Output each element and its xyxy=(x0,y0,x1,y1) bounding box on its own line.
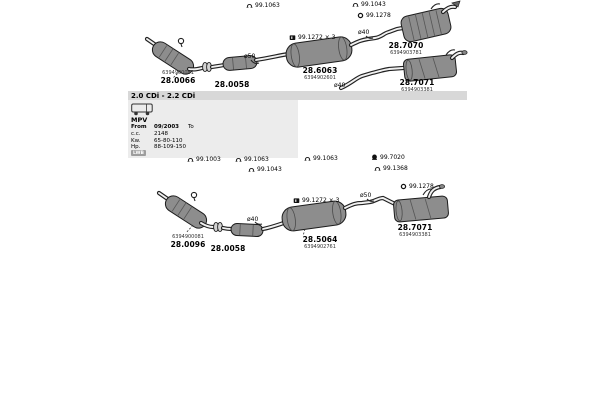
part-oe-number: 6394900081 xyxy=(162,70,194,76)
ring-icon xyxy=(357,12,364,19)
spec-value: 88-109-150 xyxy=(154,144,186,150)
part-label xyxy=(380,41,432,56)
spec-value: 65-80-110 xyxy=(154,137,183,144)
from-label: From xyxy=(131,124,147,130)
spec-label: Kw. xyxy=(131,137,141,144)
part-label xyxy=(210,80,254,89)
fitting-ref-badge[interactable] xyxy=(371,154,405,161)
part-code-link[interactable]: 28.0096 xyxy=(170,240,206,249)
fitting-code: 99.1063 xyxy=(244,156,269,163)
part-label xyxy=(389,223,441,238)
gasket-icon xyxy=(289,34,296,41)
ring-icon xyxy=(400,183,407,190)
pipe-diameter-label: ø50 xyxy=(360,192,372,199)
fitting-ref-badge[interactable] xyxy=(246,2,280,9)
part-oe-number: 6394902761 xyxy=(304,244,336,250)
mount-icon xyxy=(371,154,378,161)
pipe-diameter-label: ø40 xyxy=(358,29,370,36)
pipe-diameter-label: ø50 xyxy=(244,53,256,60)
fitting-ref-badge[interactable] xyxy=(304,155,338,162)
part-label xyxy=(294,235,346,250)
part-oe-number: 6394902601 xyxy=(304,75,336,81)
fitting-ref-badge[interactable] xyxy=(248,166,282,173)
fitting-ref-badge[interactable] xyxy=(293,197,339,204)
pipe-diameter-label: ø40 xyxy=(247,216,259,223)
part-label xyxy=(152,70,204,85)
fitting-code: 99.1278 xyxy=(366,12,391,19)
part-label xyxy=(206,244,250,253)
fitting-code: 99.1043 xyxy=(361,1,386,8)
part-code-link[interactable]: 28.0058 xyxy=(210,244,246,253)
engine-title: 2.0 CDi - 2.2 CDi xyxy=(131,92,196,100)
fitting-ref-badge[interactable] xyxy=(289,34,335,41)
clamp-icon xyxy=(246,2,253,9)
part-code-link[interactable]: 28.7070 xyxy=(388,41,424,50)
van-icon xyxy=(131,103,153,116)
pipe-diameter-label: ø40 xyxy=(334,82,346,89)
part-oe-number: 6394903781 xyxy=(390,50,422,56)
part-code-link[interactable]: 28.6063 xyxy=(302,66,338,75)
fitting-ref-badge[interactable] xyxy=(352,1,386,8)
fitting-code: 99.1043 xyxy=(257,166,282,173)
clamp-icon xyxy=(374,165,381,172)
clamp-icon xyxy=(248,166,255,173)
wheelbase-badge: LWB xyxy=(133,150,144,156)
spec-row-cc xyxy=(131,131,168,137)
part-oe-number: 6394903381 xyxy=(401,87,433,93)
to-label: To xyxy=(188,124,194,130)
fitting-code: 99.1368 xyxy=(383,165,408,172)
part-code-link[interactable]: 28.5064 xyxy=(302,235,338,244)
fitting-code: 99.1063 xyxy=(313,155,338,162)
fitting-ref-badge[interactable] xyxy=(357,12,391,19)
part-label xyxy=(294,66,346,81)
spec-row-kw xyxy=(131,137,183,144)
clamp-icon xyxy=(235,156,242,163)
from-value: 09/2003 xyxy=(154,124,179,130)
part-oe-number: 6394903381 xyxy=(399,232,431,238)
fitting-code: 99.1003 xyxy=(196,156,221,163)
spec-label: c.c. xyxy=(131,131,141,137)
vehicle-type: MPV xyxy=(131,116,148,124)
vehicle-info-panel xyxy=(128,100,298,158)
fitting-code: 99.7020 xyxy=(380,154,405,161)
spec-label: Hp. xyxy=(131,144,141,150)
part-code-link[interactable]: 28.0058 xyxy=(214,80,250,89)
clamp-icon xyxy=(304,155,311,162)
clamp-icon xyxy=(187,156,194,163)
fitting-ref-badge[interactable] xyxy=(374,165,408,172)
part-code-link[interactable]: 28.0066 xyxy=(160,76,196,85)
fitting-code: 99.1272 × 3 xyxy=(298,34,336,41)
spec-value: 2148 xyxy=(154,131,168,137)
part-code-link[interactable]: 28.7071 xyxy=(399,78,435,87)
fitting-code: 99.1272 × 3 xyxy=(302,197,340,204)
fitting-ref-badge[interactable] xyxy=(400,183,434,190)
part-oe-number: 6394900081 xyxy=(172,234,204,240)
fitting-code: 99.1278 xyxy=(409,183,434,190)
part-label xyxy=(391,78,443,93)
fitting-ref-badge[interactable] xyxy=(187,156,221,163)
part-code-link[interactable]: 28.7071 xyxy=(397,223,433,232)
fitting-ref-badge[interactable] xyxy=(235,156,269,163)
fitting-code: 99.1063 xyxy=(255,2,280,9)
gasket-icon xyxy=(293,197,300,204)
production-period xyxy=(131,124,194,130)
clamp-icon xyxy=(352,1,359,8)
